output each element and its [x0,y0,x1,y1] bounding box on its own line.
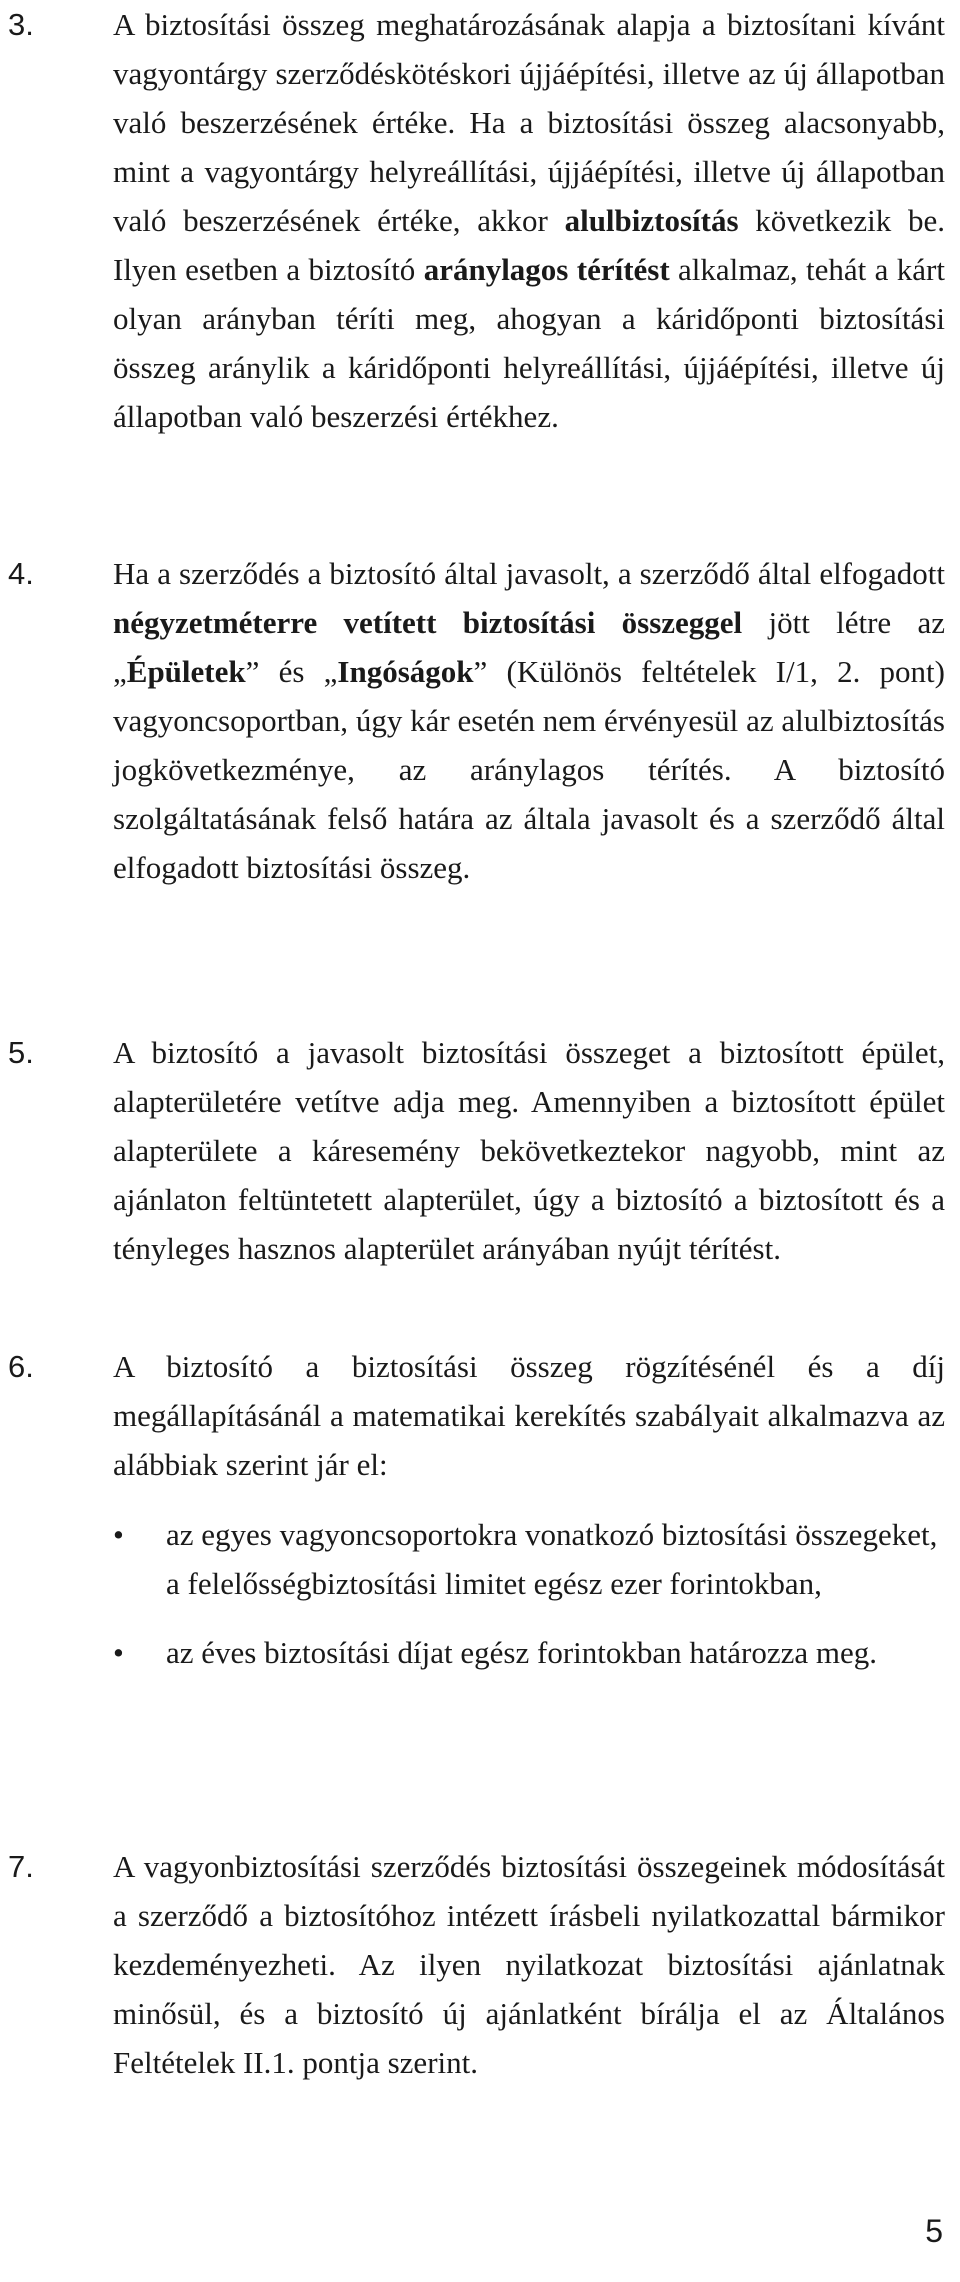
item-number: 6. [8,1349,34,1384]
text-run: A biztosítási összeg meghatározásának alapja a biztosítani kívánt vagyontárgy szerződéskötéskori újjáépítési, illetve az új állapotban való beszerzésének értéke. Ha a biztosítási összeg alacsonyabb, mint a vagyontárgy helyreállítási, újjáépítési, illetve új állapotban való beszerzésének értéke, akkor [113,7,945,238]
text-run: ” és „ [245,654,338,689]
item-text: A vagyonbiztosítási szerződés biztosítási összegeinek módosítását a szerződő a biztosítóhoz intézett írásbeli nyilatkozattal bármikor kezdeményezheti. Az ilyen nyilatkozat biztosítási ajánlatnak minősül, és a biztosító új ajánlatként bírálja el az Általános Feltételek II.1. pontja szerint. [113,1849,945,2080]
item-number: 4. [8,556,34,591]
bold-term-epuletek: Épületek [126,654,246,689]
text-run: Ha a szerződés a biztosító által javasolt, a szerződő által elfogadott [113,556,945,591]
bullet-item [113,1628,945,1677]
item-text [113,0,945,441]
text-run: alkalmaz, tehát a kárt olyan arányban téríti meg, ahogyan a káridőponti biztosítási összeg aránylik a káridőponti helyreállítási, újjáépítési, illetve új állapotban való beszerzési értékhez. [113,252,945,434]
item-number: 5. [8,1035,34,1070]
item-text: A biztosító a javasolt biztosítási összeget a biztosított épület, alapterületére vetítve adja meg. Amennyiben a biztosított épület alapterülete a káresemény bekövetkeztekor nagyobb, mint az ajánlaton feltüntetett alapterület, úgy a biztosító a biztosított és a tényleges hasznos alapterület arányában nyújt térítést. [113,1035,945,1266]
bullet-list [113,1510,945,1697]
bullet-text: az egyes vagyoncsoportokra vonatkozó biztosítási összegeket, a felelősségbiztosítási limitet egész ezer forintokban, [166,1517,938,1601]
item-text [113,549,945,892]
item-number: 3. [8,7,34,42]
bold-term-ingosagok: Ingóságok [337,654,474,689]
bold-term-alulbiztositas: alulbiztosítás [564,203,739,238]
bullet-item [113,1510,945,1608]
text-run: ” (Különös feltételek I/1, 2. pont) vagyoncsoportban, úgy kár esetén nem érvényesül az alulbiztosítás jogkövetkezménye, az aránylagos térítés. A biztosító szolgáltatásának felső határa az általa javasolt és a szerződő által elfogadott biztosítási összeg. [113,654,945,885]
page-number: 5 [925,2213,943,2249]
bullet-icon: • [113,1635,124,1670]
text-run: jött létre az „ [113,605,945,689]
text-run: következik be. Ilyen esetben a biztosító [113,203,946,287]
item-text: A biztosító a biztosítási összeg rögzítésénél és a díj megállapításánál a matematikai kerekítés szabályait alkalmazva az alábbiak szerint jár el: [113,1349,945,1482]
bullet-text: az éves biztosítási díjat egész forintokban határozza meg. [166,1635,877,1670]
item-number: 7. [8,1849,34,1884]
bold-term-aranylagos-terites: aránylagos térítést [423,252,670,287]
bullet-icon: • [113,1517,124,1552]
bold-term-negyzetmeter: négyzetméterre vetített biztosítási összeggel [113,605,743,640]
